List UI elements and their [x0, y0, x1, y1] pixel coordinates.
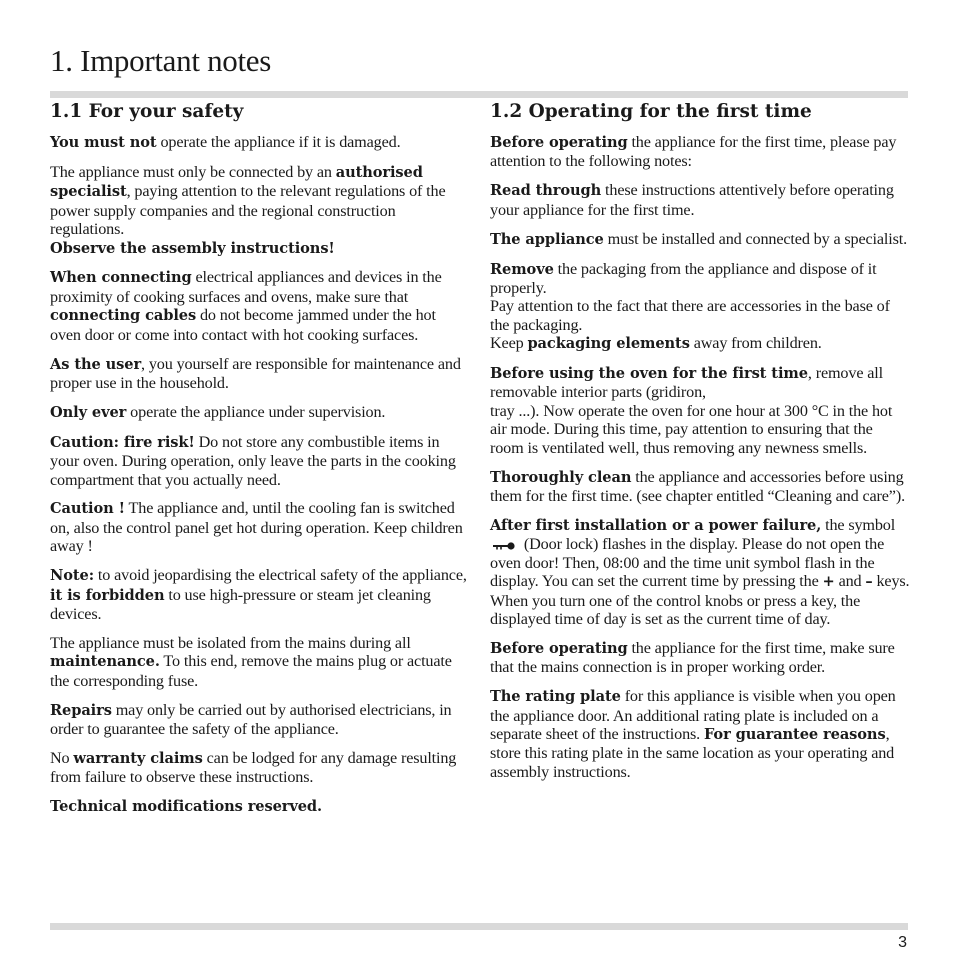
operating-paragraph: Remove the packaging from the appliance and dispose of it properly.	[490, 259, 877, 297]
safety-paragraph: Only ever operate the appliance under supervision.	[50, 402, 386, 421]
door-lock-key-icon	[492, 541, 516, 551]
operating-paragraph: Pay attention to the fact that there are accessories in the base of the packaging.	[490, 297, 890, 334]
safety-paragraph: As the user, you yourself are responsible for maintenance and proper use in the household.	[50, 354, 461, 392]
safety-paragraph: When connecting electrical appliances and devices in the proximity of cooking surfaces and ovens, make sure that connecting cables do not become jammed under the hot oven door or come into contact with hot cooking surfaces.	[50, 268, 442, 344]
safety-paragraph: Technical modifications reserved.	[50, 798, 323, 816]
operating-paragraph: Before using the oven for the first time, remove all removable interior parts (gridiron, tray ...). Now operate the oven for one hour at 300 °C in the hot air mode. During this time, pay attention to ensuring that the room is ventilated well, thus removing any newness smells.	[490, 364, 893, 457]
safety-paragraph: Note: to avoid jeopardising the electrical safety of the appliance, it is forbidden to use high-pressure or steam jet cleaning devices.	[50, 566, 467, 623]
safety-paragraph: Repairs may only be carried out by authorised electricians, in order to guarantee the safety of the appliance.	[50, 700, 452, 739]
page-title: 1. Important notes	[50, 43, 272, 78]
header-rule	[50, 91, 908, 98]
safety-paragraph: Caution ! The appliance and, until the cooling fan is switched on, also the control panel get hot during operation. Keep children away !	[50, 499, 463, 556]
operating-heading: 1.2 Operating for the first time	[490, 101, 812, 122]
operating-paragraph: Keep packaging elements away from children.	[490, 334, 822, 353]
operating-section	[490, 100, 910, 792]
page-number: 3	[898, 934, 907, 951]
operating-paragraph: After first installation or a power failure, the symbol (Door lock) flashes in the display. Please do not open the oven door! Then, 08:00 and the time unit symbol flash in the display. You can set the current time by pressing the + and – keys. When you turn one of the control knobs or press a key, the displayed time of day is set as the current time of day.	[490, 515, 910, 628]
operating-paragraph: Read through these instructions attentively before operating your appliance for the first time.	[490, 181, 894, 219]
operating-paragraph: Thoroughly clean the appliance and accessories before using them for the first time. (see chapter entitled “Cleaning and care”).	[490, 467, 905, 505]
safety-paragraph: You must not operate the appliance if it is damaged.	[50, 132, 401, 151]
safety-paragraph: Observe the assembly instructions!	[50, 239, 335, 257]
operating-paragraph: The rating plate for this appliance is visible when you open the appliance door. An additional rating plate is included on a separate sheet of the instructions. For guarantee reasons, store this rating plate in the same location as your operating and assembly instructions.	[490, 687, 896, 781]
safety-paragraph: Caution: fire risk! Do not store any combustible items in your oven. During operation, only leave the parts in the cooking compartment that you actually need.	[50, 432, 456, 489]
operating-paragraph: Before operating the appliance for the first time, please pay attention to the following notes:	[490, 132, 897, 171]
footer-rule	[50, 923, 908, 930]
safety-section	[50, 100, 470, 827]
operating-paragraph: Before operating the appliance for the first time, make sure that the mains connection is in proper working order.	[490, 638, 895, 677]
safety-paragraph: The appliance must be isolated from the mains during all maintenance. To this end, remove the mains plug or actuate the corresponding fuse.	[50, 633, 452, 690]
operating-paragraph: The appliance must be installed and connected by a specialist.	[490, 229, 908, 248]
safety-heading: 1.1 For your safety	[50, 101, 244, 122]
safety-paragraph: The appliance must only be connected by an authorised specialist, paying attention to the relevant regulations of the power supply companies and the regional construction regulations.	[50, 162, 446, 239]
safety-paragraph: No warranty claims can be lodged for any damage resulting from failure to observe these instructions.	[50, 748, 457, 787]
